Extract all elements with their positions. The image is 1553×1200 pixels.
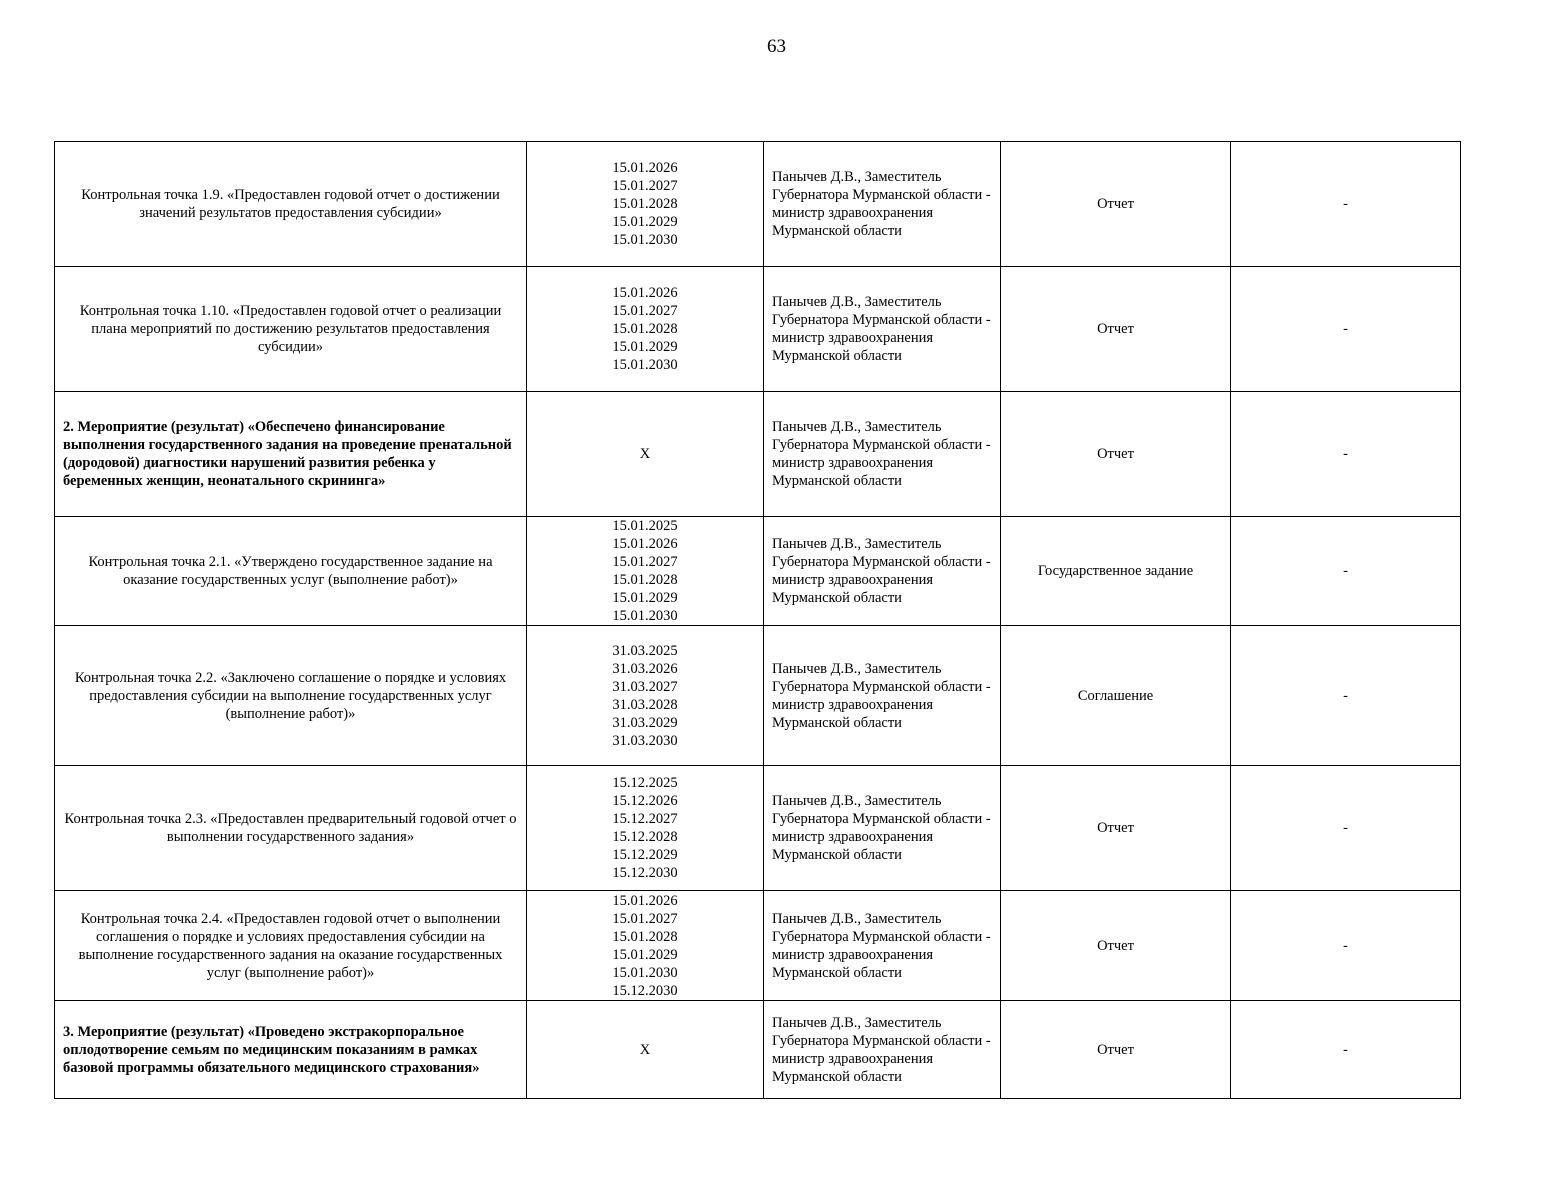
deadline-date: 15.01.2030 xyxy=(612,232,678,248)
event-name-cell: Контрольная точка 2.4. «Предоставлен годовой отчет о выполнении соглашения о порядке и условиях предоставления субсидии на выполнение государственного задания на оказание государственных услуг (выполнение работ)» xyxy=(55,891,527,1001)
deadline-date: 15.01.2027 xyxy=(612,554,678,570)
document-type-cell: Государственное задание xyxy=(1001,517,1231,626)
deadline-date: 15.01.2029 xyxy=(612,946,678,963)
event-name-cell: Контрольная точка 2.3. «Предоставлен предварительный годовой отчет о выполнении государственного задания» xyxy=(55,766,527,891)
deadline-dates-cell xyxy=(527,392,764,517)
table-row xyxy=(55,766,1461,891)
responsible-cell: Панычев Д.В., Заместитель Губернатора Мурманской области - министр здравоохранения Мурманской области xyxy=(764,267,1001,392)
deadline-date: 15.01.2025 xyxy=(612,518,678,534)
deadline-date: 15.01.2029 xyxy=(612,590,678,606)
responsible-cell: Панычев Д.В., Заместитель Губернатора Мурманской области - министр здравоохранения Мурманской области xyxy=(764,517,1001,626)
deadline-dates-cell xyxy=(527,626,764,766)
deadline-date: 15.01.2029 xyxy=(612,214,678,230)
deadline-date: 15.01.2028 xyxy=(612,196,678,212)
extra-info-cell: - xyxy=(1231,1001,1461,1099)
deadline-dates-cell xyxy=(527,517,764,626)
deadline-date: 15.12.2029 xyxy=(612,847,678,863)
extra-info-cell: - xyxy=(1231,766,1461,891)
deadline-date: 15.12.2027 xyxy=(612,811,678,827)
responsible-cell: Панычев Д.В., Заместитель Губернатора Мурманской области - министр здравоохранения Мурманской области xyxy=(764,142,1001,267)
deadline-dates-cell xyxy=(527,891,764,1001)
deadline-dates-cell xyxy=(527,1001,764,1099)
deadline-date: 15.01.2030 xyxy=(612,608,678,624)
deadline-date: 31.03.2026 xyxy=(612,660,678,677)
event-name-cell: Контрольная точка 1.9. «Предоставлен годовой отчет о достижении значений результатов предоставления субсидии» xyxy=(55,142,527,267)
deadline-date: 31.03.2028 xyxy=(612,696,678,713)
deadline-date: 31.03.2027 xyxy=(612,678,678,695)
table-row xyxy=(55,626,1461,766)
table-row xyxy=(55,1001,1461,1099)
table-row xyxy=(55,142,1461,267)
deadline-date: 15.01.2026 xyxy=(612,160,678,176)
page-number: 63 xyxy=(767,36,786,57)
document-type-cell: Соглашение xyxy=(1001,626,1231,766)
deadline-date: 15.12.2030 xyxy=(612,865,678,881)
extra-info-cell: - xyxy=(1231,626,1461,766)
table-row xyxy=(55,392,1461,517)
deadline-date: 15.01.2026 xyxy=(612,892,678,909)
responsible-cell: Панычев Д.В., Заместитель Губернатора Мурманской области - министр здравоохранения Мурманской области xyxy=(764,891,1001,1001)
responsible-cell: Панычев Д.В., Заместитель Губернатора Мурманской области - министр здравоохранения Мурманской области xyxy=(764,626,1001,766)
deadline-date: 15.01.2027 xyxy=(612,910,678,927)
responsible-cell: Панычев Д.В., Заместитель Губернатора Мурманской области - министр здравоохранения Мурманской области xyxy=(764,392,1001,517)
table-row xyxy=(55,267,1461,392)
document-type-cell: Отчет xyxy=(1001,891,1231,1001)
extra-info-cell: - xyxy=(1231,517,1461,626)
deadline-date: 15.01.2026 xyxy=(612,536,678,552)
event-name-cell: Контрольная точка 2.1. «Утверждено государственное задание на оказание государственных услуг (выполнение работ)» xyxy=(55,517,527,626)
table-row xyxy=(55,891,1461,1001)
extra-info-cell: - xyxy=(1231,891,1461,1001)
extra-info-cell: - xyxy=(1231,142,1461,267)
deadline-date: 31.03.2029 xyxy=(612,714,678,731)
extra-info-cell: - xyxy=(1231,267,1461,392)
deadline-date: 15.12.2028 xyxy=(612,829,678,845)
table-row xyxy=(55,517,1461,626)
event-name-cell: Контрольная точка 2.2. «Заключено соглашение о порядке и условиях предоставления субсидии на выполнение государственных услуг (выполнение работ)» xyxy=(55,626,527,766)
deadline-date: 15.01.2027 xyxy=(612,178,678,194)
deadline-dates-cell xyxy=(527,142,764,267)
deadline-date: 15.01.2028 xyxy=(612,928,678,945)
responsible-cell: Панычев Д.В., Заместитель Губернатора Мурманской области - министр здравоохранения Мурманской области xyxy=(764,766,1001,891)
deadline-date: 15.12.2030 xyxy=(612,982,678,999)
deadline-date: 15.01.2030 xyxy=(612,357,678,373)
deadline-date: 31.03.2025 xyxy=(612,642,678,659)
event-name-cell: 3. Мероприятие (результат) «Проведено экстракорпоральное оплодотворение семьям по медицинским показаниям в рамках базовой программы обязательного медицинского страхования» xyxy=(55,1001,527,1099)
deadline-date: 15.12.2025 xyxy=(612,775,678,791)
deadline-date: 15.01.2029 xyxy=(612,339,678,355)
event-name-cell: Контрольная точка 1.10. «Предоставлен годовой отчет о реализации плана мероприятий по достижению результатов предоставления субсидии» xyxy=(55,267,527,392)
deadline-date: 15.01.2030 xyxy=(612,964,678,981)
deadline-date: X xyxy=(639,1041,651,1058)
deadline-date: 15.01.2028 xyxy=(612,321,678,337)
extra-info-cell: - xyxy=(1231,392,1461,517)
deadline-dates-cell xyxy=(527,267,764,392)
document-type-cell: Отчет xyxy=(1001,142,1231,267)
control-points-table xyxy=(54,141,1461,1099)
document-type-cell: Отчет xyxy=(1001,267,1231,392)
deadline-dates-cell xyxy=(527,766,764,891)
deadline-date: X xyxy=(639,446,651,462)
deadline-date: 15.01.2028 xyxy=(612,572,678,588)
document-type-cell: Отчет xyxy=(1001,1001,1231,1099)
event-name-cell: 2. Мероприятие (результат) «Обеспечено финансирование выполнения государственного задания на проведение пренатальной (дородовой) диагностики нарушений развития ребенка у беременных женщин, неонатального скрининга» xyxy=(55,392,527,517)
deadline-date: 15.01.2026 xyxy=(612,285,678,301)
responsible-cell: Панычев Д.В., Заместитель Губернатора Мурманской области - министр здравоохранения Мурманской области xyxy=(764,1001,1001,1099)
deadline-date: 31.03.2030 xyxy=(612,732,678,749)
document-type-cell: Отчет xyxy=(1001,392,1231,517)
deadline-date: 15.01.2027 xyxy=(612,303,678,319)
document-type-cell: Отчет xyxy=(1001,766,1231,891)
deadline-date: 15.12.2026 xyxy=(612,793,678,809)
